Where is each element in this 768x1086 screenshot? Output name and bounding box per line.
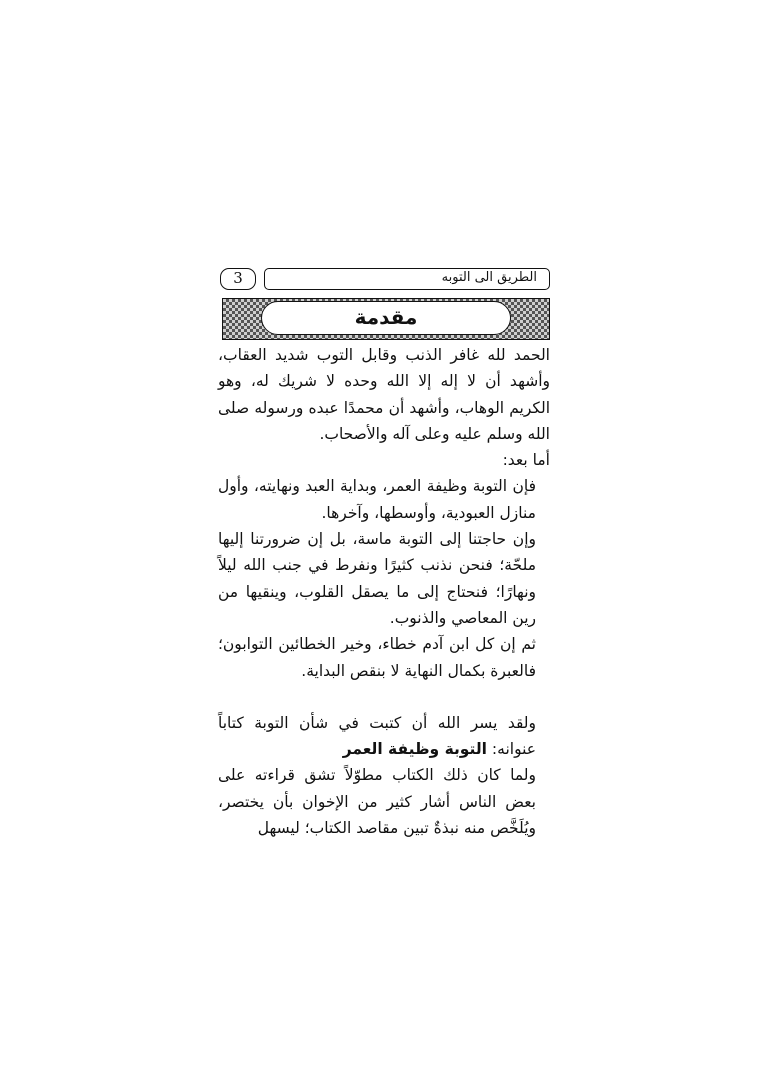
paragraph-gap bbox=[218, 684, 550, 710]
page-number: 3 bbox=[220, 268, 256, 290]
page-header bbox=[218, 266, 550, 292]
paragraph-amma-baad: أما بعد: bbox=[502, 451, 550, 470]
section-banner bbox=[222, 298, 550, 340]
section-title: مقدمة bbox=[261, 301, 511, 335]
paragraph-tawba-wazifa: فإن التوبة وظيفة العمر، وبداية العبد ونهايته، وأول منازل العبودية، وأوسطها، وآخرها. bbox=[218, 477, 536, 522]
paragraph-khatta: ثم إن كل ابن آدم خطاء، وخير الخطائين التوابون؛ فالعبرة بكمال النهاية لا بنقص البداية. bbox=[218, 635, 536, 680]
book-title: التوبة وظيفة العمر bbox=[342, 740, 487, 759]
book-page bbox=[218, 266, 550, 838]
page-body bbox=[218, 342, 550, 841]
paragraph-opening: الحمد لله غافر الذنب وقابل التوب شديد العقاب، وأشهد أن لا إله إلا الله وحده لا شريك له، وهو الكريم الوهاب، وأشهد أن محمدًا عبده ورسوله صلى الله وسلم عليه وعلى آله والأصحاب. bbox=[218, 346, 550, 443]
running-title: الطريق الى التوبه bbox=[264, 268, 550, 290]
paragraph-book-mention bbox=[218, 710, 550, 763]
paragraph-summary: ولما كان ذلك الكتاب مطوّلاً تشق قراءته على بعض الناس أشار كثير من الإخوان بأن يختصر، ويُلَخَّص منه نبذةٌ تبين مقاصد الكتاب؛ ليسهل bbox=[218, 766, 536, 838]
book-mention-text: ولقد يسر الله أن كتبت في شأن التوبة كتاباً عنوانه: bbox=[218, 713, 536, 759]
paragraph-haja: وإن حاجتنا إلى التوبة ماسة، بل إن ضرورتنا إليها ملحّة؛ فنحن نذنب كثيرًا ونفرط في جنب الله ليلاً ونهارًا؛ فنحتاج إلى ما يصقل القلوب، وينقيها من رين المعاصي والذنوب. bbox=[218, 530, 536, 627]
